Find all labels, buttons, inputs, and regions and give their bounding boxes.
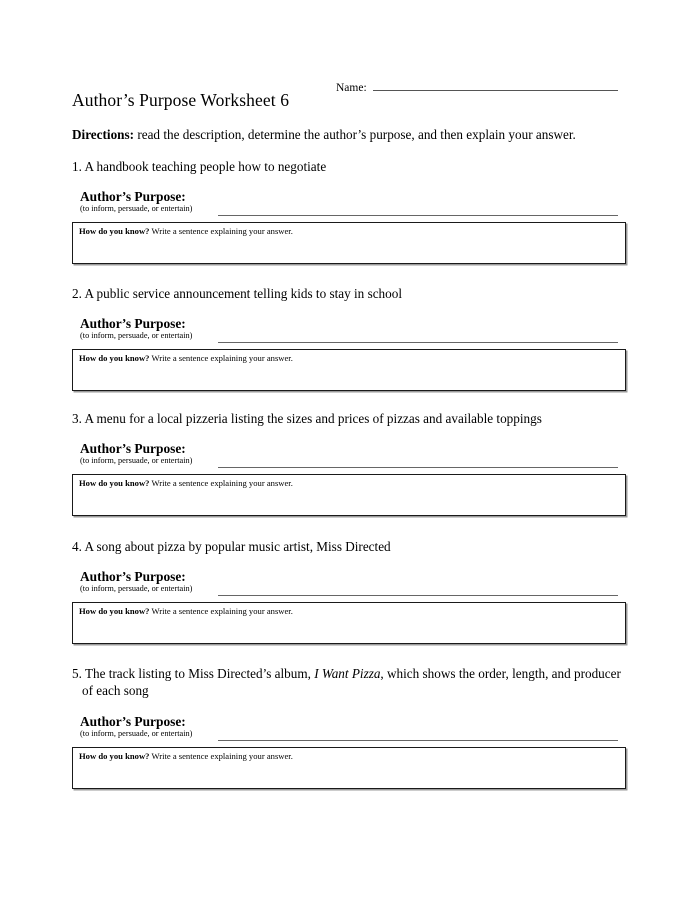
author-purpose-write-line[interactable] <box>218 740 618 741</box>
question-prompt <box>72 285 630 302</box>
explanation-answer-box[interactable] <box>72 349 626 391</box>
author-purpose-hint: (to inform, persuade, or entertain) <box>80 204 193 214</box>
directions-text: read the description, determine the author’s purpose, and then explain your answer. <box>134 127 576 142</box>
author-purpose-row <box>72 189 626 217</box>
author-purpose-hint: (to inform, persuade, or entertain) <box>80 728 193 738</box>
author-purpose-label: Author’s Purpose: <box>80 713 186 729</box>
how-do-you-know-text: Write a sentence explaining your answer. <box>149 750 293 761</box>
how-do-you-know-label: How do you know? <box>79 750 150 761</box>
how-do-you-know-prompt <box>79 353 293 363</box>
question-prompt <box>72 410 630 427</box>
name-field-row <box>336 80 618 94</box>
author-purpose-write-line[interactable] <box>218 595 618 596</box>
explanation-answer-box[interactable] <box>72 222 626 264</box>
question-text: The track listing to Miss Directed’s album, <box>81 666 315 681</box>
how-do-you-know-text: Write a sentence explaining your answer. <box>149 226 293 237</box>
page-title: Author’s Purpose Worksheet 6 <box>72 90 290 110</box>
author-purpose-label: Author’s Purpose: <box>80 441 186 457</box>
author-purpose-write-line[interactable] <box>218 467 618 468</box>
author-purpose-label: Author’s Purpose: <box>80 316 186 332</box>
question-number: 2. <box>72 286 82 301</box>
question-block <box>72 158 626 264</box>
question-prompt <box>72 665 630 700</box>
author-purpose-label: Author’s Purpose: <box>80 569 186 585</box>
author-purpose-row <box>72 714 626 742</box>
author-purpose-hint: (to inform, persuade, or entertain) <box>80 331 193 341</box>
question-block <box>72 538 626 644</box>
question-text: A public service announcement telling kids to stay in school <box>81 286 402 301</box>
how-do-you-know-prompt <box>79 606 293 616</box>
how-do-you-know-prompt <box>79 478 293 488</box>
question-block <box>72 285 626 391</box>
how-do-you-know-label: How do you know? <box>79 353 150 364</box>
how-do-you-know-text: Write a sentence explaining your answer. <box>149 606 293 617</box>
how-do-you-know-label: How do you know? <box>79 226 150 237</box>
how-do-you-know-prompt <box>79 226 293 236</box>
question-number: 5. <box>72 666 82 681</box>
question-text: A menu for a local pizzeria listing the sizes and prices of pizzas and available toppings <box>81 411 542 426</box>
question-text: A song about pizza by popular music artist, Miss Directed <box>81 539 391 554</box>
how-do-you-know-text: Write a sentence explaining your answer. <box>149 353 293 364</box>
name-label: Name: <box>336 82 367 94</box>
question-text-continued: , which shows the order, length, and producer of each song <box>82 666 621 699</box>
question-block <box>72 665 626 789</box>
author-purpose-label: Author’s Purpose: <box>80 189 186 205</box>
question-prompt <box>72 538 630 555</box>
author-purpose-row <box>72 316 626 344</box>
how-do-you-know-prompt <box>79 751 293 761</box>
how-do-you-know-text: Write a sentence explaining your answer. <box>149 478 293 489</box>
author-purpose-row <box>72 569 626 597</box>
author-purpose-hint: (to inform, persuade, or entertain) <box>80 456 193 466</box>
name-write-line[interactable] <box>373 80 618 91</box>
author-purpose-row <box>72 441 626 469</box>
question-number: 1. <box>72 159 82 174</box>
how-do-you-know-label: How do you know? <box>79 478 150 489</box>
author-purpose-write-line[interactable] <box>218 342 618 343</box>
question-number: 3. <box>72 411 82 426</box>
author-purpose-hint: (to inform, persuade, or entertain) <box>80 584 193 594</box>
author-purpose-write-line[interactable] <box>218 215 618 216</box>
explanation-answer-box[interactable] <box>72 474 626 516</box>
question-text: A handbook teaching people how to negotiate <box>81 159 327 174</box>
question-number: 4. <box>72 539 82 554</box>
directions-label: Directions: <box>72 127 135 142</box>
question-title-italic: I Want Pizza <box>314 666 381 681</box>
explanation-answer-box[interactable] <box>72 747 626 789</box>
question-block <box>72 410 626 516</box>
question-prompt <box>72 158 630 175</box>
directions <box>72 126 632 143</box>
explanation-answer-box[interactable] <box>72 602 626 644</box>
how-do-you-know-label: How do you know? <box>79 606 150 617</box>
